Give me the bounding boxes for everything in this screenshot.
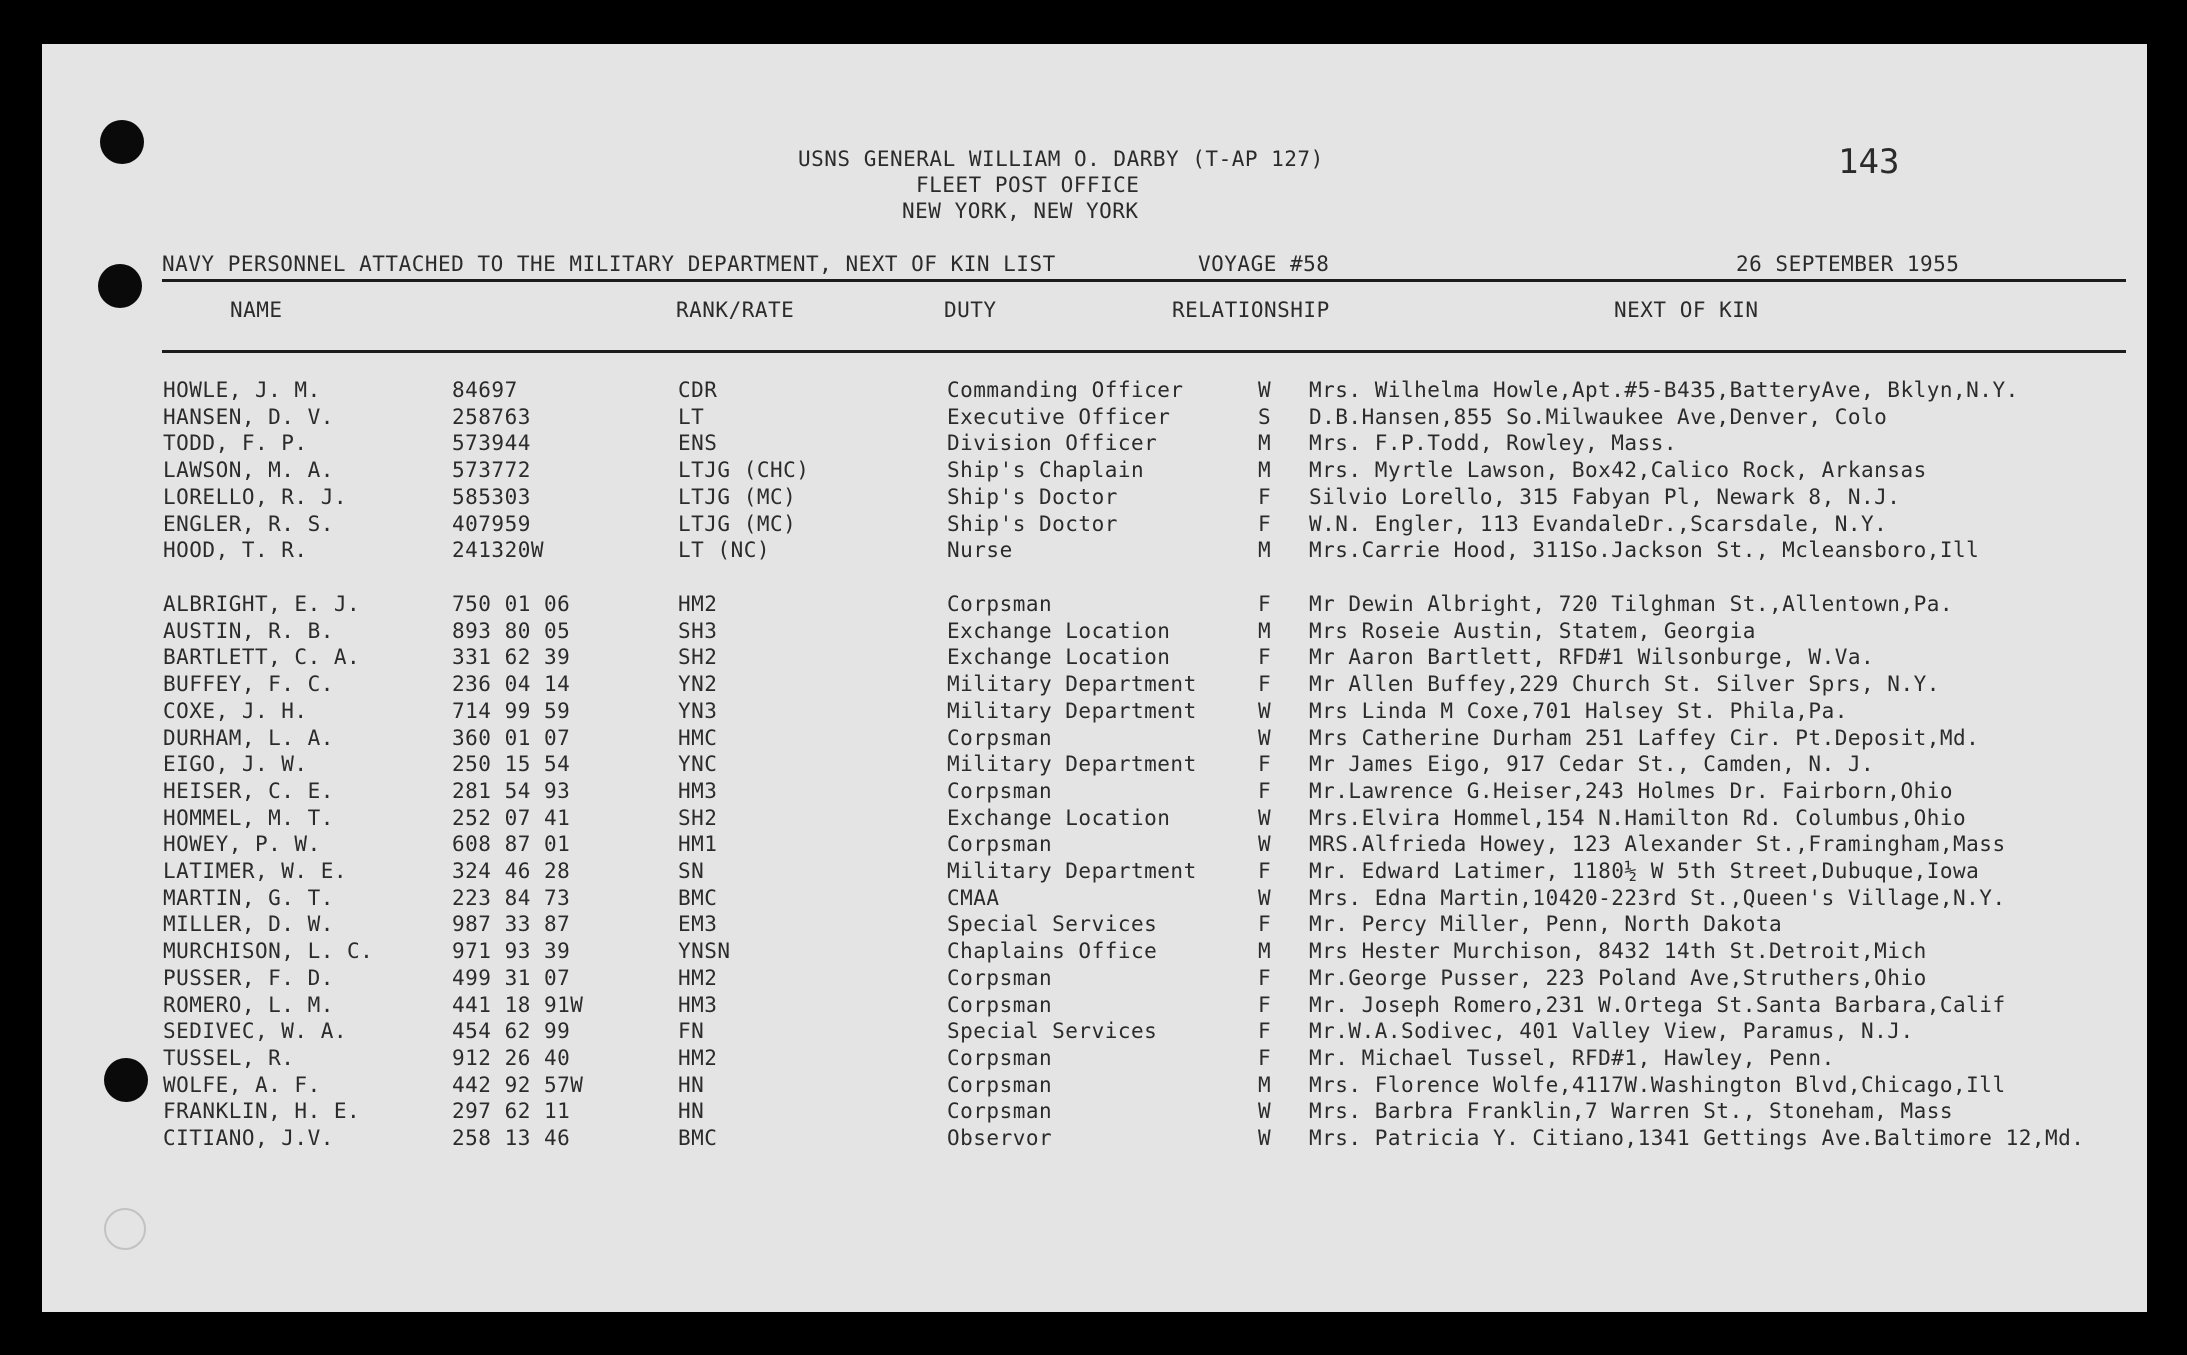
person-name: COXE, J. H. [163,698,308,723]
person-name: MILLER, D. W. [163,912,334,937]
duty: Observor [947,1126,1053,1150]
rank-rate: HMC [678,725,718,750]
column-header-relationship: RELATIONSHIP [1172,298,1330,322]
next-of-kin: Mr.Lawrence G.Heiser,243 Holmes Dr. Fairborn,Ohio [1309,778,1954,803]
duty: Nurse [947,538,1013,563]
list-row [0,751,2187,777]
person-name: MARTIN, G. T. [163,885,334,910]
relationship: F [1258,592,1272,616]
next-of-kin: Mr Dewin Albright, 720 Tilghman St.,Allentown,Pa. [1309,592,1954,616]
duty: Military Department [947,698,1197,723]
duty: Corpsman [947,592,1053,616]
rank-rate: SH3 [678,618,718,643]
list-row [0,698,2187,724]
column-header-rank-rate: RANK/RATE [676,298,795,322]
list-row [0,1018,2187,1044]
rank-rate: YN2 [678,672,718,697]
service-number: 987 33 87 [452,912,571,937]
next-of-kin: Mr James Eigo, 917 Cedar St., Camden, N. J. [1309,752,1875,777]
rank-rate: LTJG (MC) [678,484,797,509]
list-row [0,404,2187,430]
person-name: ENGLER, R. S. [163,511,334,536]
rank-rate: HM1 [678,832,718,857]
service-number: 499 31 07 [452,965,571,990]
relationship: S [1258,404,1272,429]
service-number: 324 46 28 [452,859,571,883]
list-row [0,805,2187,831]
next-of-kin: Mrs Linda M Coxe,701 Halsey St. Phila,Pa. [1309,698,1848,723]
relationship: W [1258,725,1272,750]
relationship: F [1258,645,1272,670]
voyage-number: VOYAGE #58 [1198,252,1330,276]
person-name: LAWSON, M. A. [163,458,334,483]
duty: Commanding Officer [947,378,1184,402]
relationship: F [1258,1045,1272,1070]
list-row [0,1072,2187,1098]
duty: Ship's Doctor [947,511,1118,536]
next-of-kin: Mr Allen Buffey,229 Church St. Silver Sprs, N.Y. [1309,672,1940,697]
duty: Corpsman [947,992,1053,1017]
next-of-kin: Mrs.Carrie Hood, 311So.Jackson St., Mcleansboro,Ill [1309,538,1980,563]
service-number: 893 80 05 [452,618,571,643]
list-row [0,885,2187,911]
person-name: TODD, F. P. [163,431,308,456]
list-row [0,484,2187,510]
relationship: M [1258,1072,1272,1097]
rank-rate: HN [678,1099,705,1124]
relationship: F [1258,511,1272,536]
next-of-kin: W.N. Engler, 113 EvandaleDr.,Scarsdale, N.Y. [1309,511,1888,536]
duty: Ship's Doctor [947,484,1118,509]
person-name: SEDIVEC, W. A. [163,1019,348,1044]
duty: Corpsman [947,965,1053,990]
service-number: 360 01 07 [452,725,571,750]
list-row [0,457,2187,483]
service-number: 252 07 41 [452,805,571,830]
service-number: 573944 [452,431,531,456]
duty: Corpsman [947,778,1053,803]
next-of-kin: Mrs. Myrtle Lawson, Box42,Calico Rock, Arkansas [1309,458,1927,483]
next-of-kin: Mr. Joseph Romero,231 W.Ortega St.Santa Barbara,Calif [1309,992,2006,1017]
rank-rate: FN [678,1019,705,1044]
list-row [0,1125,2187,1151]
service-number: 454 62 99 [452,1019,571,1044]
header-rule-top [162,279,2126,282]
duty: Military Department [947,752,1197,777]
person-name: BUFFEY, F. C. [163,672,334,697]
fleet-post-office: FLEET POST OFFICE [916,173,1140,197]
rank-rate: BMC [678,885,718,910]
relationship: F [1258,912,1272,937]
next-of-kin: Mrs Catherine Durham 251 Laffey Cir. Pt.Deposit,Md. [1309,725,1980,750]
person-name: CITIANO, J.V. [163,1126,334,1150]
rank-rate: HM2 [678,965,718,990]
person-name: HOMMEL, M. T. [163,805,334,830]
service-number: 750 01 06 [452,592,571,616]
rank-rate: SH2 [678,645,718,670]
service-number: 223 84 73 [452,885,571,910]
header-rule-bottom [162,350,2126,353]
punch-hole-2 [98,264,142,308]
list-row [0,377,2187,403]
rank-rate: BMC [678,1126,718,1150]
person-name: BARTLETT, C. A. [163,645,361,670]
service-number: 297 62 11 [452,1099,571,1124]
service-number: 281 54 93 [452,778,571,803]
duty: Exchange Location [947,645,1171,670]
relationship: F [1258,752,1272,777]
person-name: HOWLE, J. M. [163,378,321,402]
next-of-kin: Silvio Lorello, 315 Fabyan Pl, Newark 8, N.J. [1309,484,1901,509]
service-number: 258763 [452,404,531,429]
service-number: 971 93 39 [452,939,571,964]
rank-rate: SH2 [678,805,718,830]
next-of-kin: Mr.George Pusser, 223 Poland Ave,Struthers,Ohio [1309,965,1927,990]
rank-rate: HM3 [678,778,718,803]
list-row [0,911,2187,937]
list-row [0,671,2187,697]
person-name: PUSSER, F. D. [163,965,334,990]
service-number: 573772 [452,458,531,483]
service-number: 84697 [452,378,518,402]
duty: Exchange Location [947,618,1171,643]
rank-rate: ENS [678,431,718,456]
next-of-kin: Mrs Roseie Austin, Statem, Georgia [1309,618,1756,643]
rank-rate: HM2 [678,592,718,616]
duty: Military Department [947,859,1197,883]
list-row [0,778,2187,804]
service-number: 250 15 54 [452,752,571,777]
list-row [0,537,2187,563]
service-number: 714 99 59 [452,698,571,723]
relationship: W [1258,698,1272,723]
rank-rate: HN [678,1072,705,1097]
person-name: FRANKLIN, H. E. [163,1099,361,1124]
person-name: DURHAM, L. A. [163,725,334,750]
duty: Ship's Chaplain [947,458,1145,483]
rank-rate: HM2 [678,1045,718,1070]
list-row [0,511,2187,537]
person-name: LORELLO, R. J. [163,484,348,509]
person-name: AUSTIN, R. B. [163,618,334,643]
service-number: 441 18 91W [452,992,584,1017]
relationship: W [1258,805,1272,830]
next-of-kin: Mr Aaron Bartlett, RFD#1 Wilsonburge, W.Va. [1309,645,1875,670]
ship-name: USNS GENERAL WILLIAM O. DARBY (T-AP 127) [798,147,1324,171]
rank-rate: HM3 [678,992,718,1017]
relationship: F [1258,778,1272,803]
column-header-name: NAME [230,298,283,322]
duty: Special Services [947,1019,1158,1044]
rank-rate: EM3 [678,912,718,937]
duty: Military Department [947,672,1197,697]
person-name: TUSSEL, R. [163,1045,295,1070]
person-name: ALBRIGHT, E. J. [163,592,361,616]
service-number: 241320W [452,538,545,563]
relationship: F [1258,672,1272,697]
list-row [0,725,2187,751]
next-of-kin: Mr. Edward Latimer, 1180½ W 5th Street,Dubuque,Iowa [1309,859,1980,883]
person-name: ROMERO, L. M. [163,992,334,1017]
relationship: F [1258,1019,1272,1044]
next-of-kin: Mrs. Edna Martin,10420-223rd St.,Queen's Village,N.Y. [1309,885,2006,910]
service-number: 331 62 39 [452,645,571,670]
list-title: NAVY PERSONNEL ATTACHED TO THE MILITARY DEPARTMENT, NEXT OF KIN LIST [162,252,1056,276]
rank-rate: YNC [678,752,718,777]
rank-rate: YNSN [678,939,731,964]
relationship: F [1258,484,1272,509]
column-header-next-of-kin: NEXT OF KIN [1614,298,1759,322]
list-row [0,591,2187,617]
duty: Corpsman [947,725,1053,750]
relationship: W [1258,885,1272,910]
rank-rate: LTJG (CHC) [678,458,810,483]
next-of-kin: Mrs. Florence Wolfe,4117W.Washington Blvd,Chicago,Ill [1309,1072,2006,1097]
person-name: HOWEY, P. W. [163,832,321,857]
list-row [0,1045,2187,1071]
person-name: EIGO, J. W. [163,752,308,777]
list-row [0,831,2187,857]
duty: Corpsman [947,1045,1053,1070]
rank-rate: YN3 [678,698,718,723]
person-name: HEISER, C. E. [163,778,334,803]
rank-rate: LT [678,404,705,429]
duty: Special Services [947,912,1158,937]
person-name: LATIMER, W. E. [163,859,348,883]
rank-rate: SN [678,859,705,883]
list-row [0,1098,2187,1124]
next-of-kin: Mr.W.A.Sodivec, 401 Valley View, Paramus, N.J. [1309,1019,1914,1044]
relationship: M [1258,431,1272,456]
list-row [0,992,2187,1018]
next-of-kin: Mrs. Barbra Franklin,7 Warren St., Stoneham, Mass [1309,1099,1954,1124]
relationship: W [1258,1099,1272,1124]
next-of-kin: D.B.Hansen,855 So.Milwaukee Ave,Denver, Colo [1309,404,1888,429]
duty: Executive Officer [947,404,1171,429]
next-of-kin: Mrs Hester Murchison, 8432 14th St.Detroit,Mich [1309,939,1927,964]
next-of-kin: Mr. Percy Miller, Penn, North Dakota [1309,912,1783,937]
service-number: 442 92 57W [452,1072,584,1097]
service-number: 258 13 46 [452,1126,571,1150]
duty: Exchange Location [947,805,1171,830]
duty: Division Officer [947,431,1158,456]
person-name: HOOD, T. R. [163,538,308,563]
relationship: F [1258,859,1272,883]
column-header-duty: DUTY [944,298,997,322]
duty: Corpsman [947,1099,1053,1124]
punch-hole-1 [100,120,144,164]
next-of-kin: Mrs.Elvira Hommel,154 N.Hamilton Rd. Columbus,Ohio [1309,805,1967,830]
relationship: M [1258,618,1272,643]
service-number: 585303 [452,484,531,509]
service-number: 236 04 14 [452,672,571,697]
next-of-kin: Mrs. Wilhelma Howle,Apt.#5-B435,BatteryAve, Bklyn,N.Y. [1309,378,2019,402]
list-row [0,965,2187,991]
page-number: 143 [1838,142,1900,182]
rank-rate: LTJG (MC) [678,511,797,536]
duty: Corpsman [947,832,1053,857]
relationship: M [1258,939,1272,964]
person-name: HANSEN, D. V. [163,404,334,429]
relationship: F [1258,992,1272,1017]
next-of-kin: MRS.Alfrieda Howey, 123 Alexander St.,Framingham,Mass [1309,832,2006,857]
person-name: WOLFE, A. F. [163,1072,321,1097]
relationship: W [1258,832,1272,857]
relationship: W [1258,1126,1272,1150]
relationship: F [1258,965,1272,990]
relationship: W [1258,378,1272,402]
list-date: 26 SEPTEMBER 1955 [1736,252,1960,276]
service-number: 407959 [452,511,531,536]
rank-rate: LT (NC) [678,538,771,563]
next-of-kin: Mrs. F.P.Todd, Rowley, Mass. [1309,431,1678,456]
list-row [0,618,2187,644]
list-row [0,938,2187,964]
next-of-kin: Mr. Michael Tussel, RFD#1, Hawley, Penn. [1309,1045,1835,1070]
list-row [0,858,2187,884]
service-number: 912 26 40 [452,1045,571,1070]
list-row [0,430,2187,456]
rank-rate: CDR [678,378,718,402]
service-number: 608 87 01 [452,832,571,857]
next-of-kin: Mrs. Patricia Y. Citiano,1341 Gettings Ave.Baltimore 12,Md. [1309,1126,2085,1150]
punch-hole-faint [104,1208,146,1250]
person-name: MURCHISON, L. C. [163,939,374,964]
duty: Corpsman [947,1072,1053,1097]
list-row [0,644,2187,670]
duty: Chaplains Office [947,939,1158,964]
city-state: NEW YORK, NEW YORK [902,199,1139,223]
relationship: M [1258,458,1272,483]
relationship: M [1258,538,1272,563]
duty: CMAA [947,885,1000,910]
